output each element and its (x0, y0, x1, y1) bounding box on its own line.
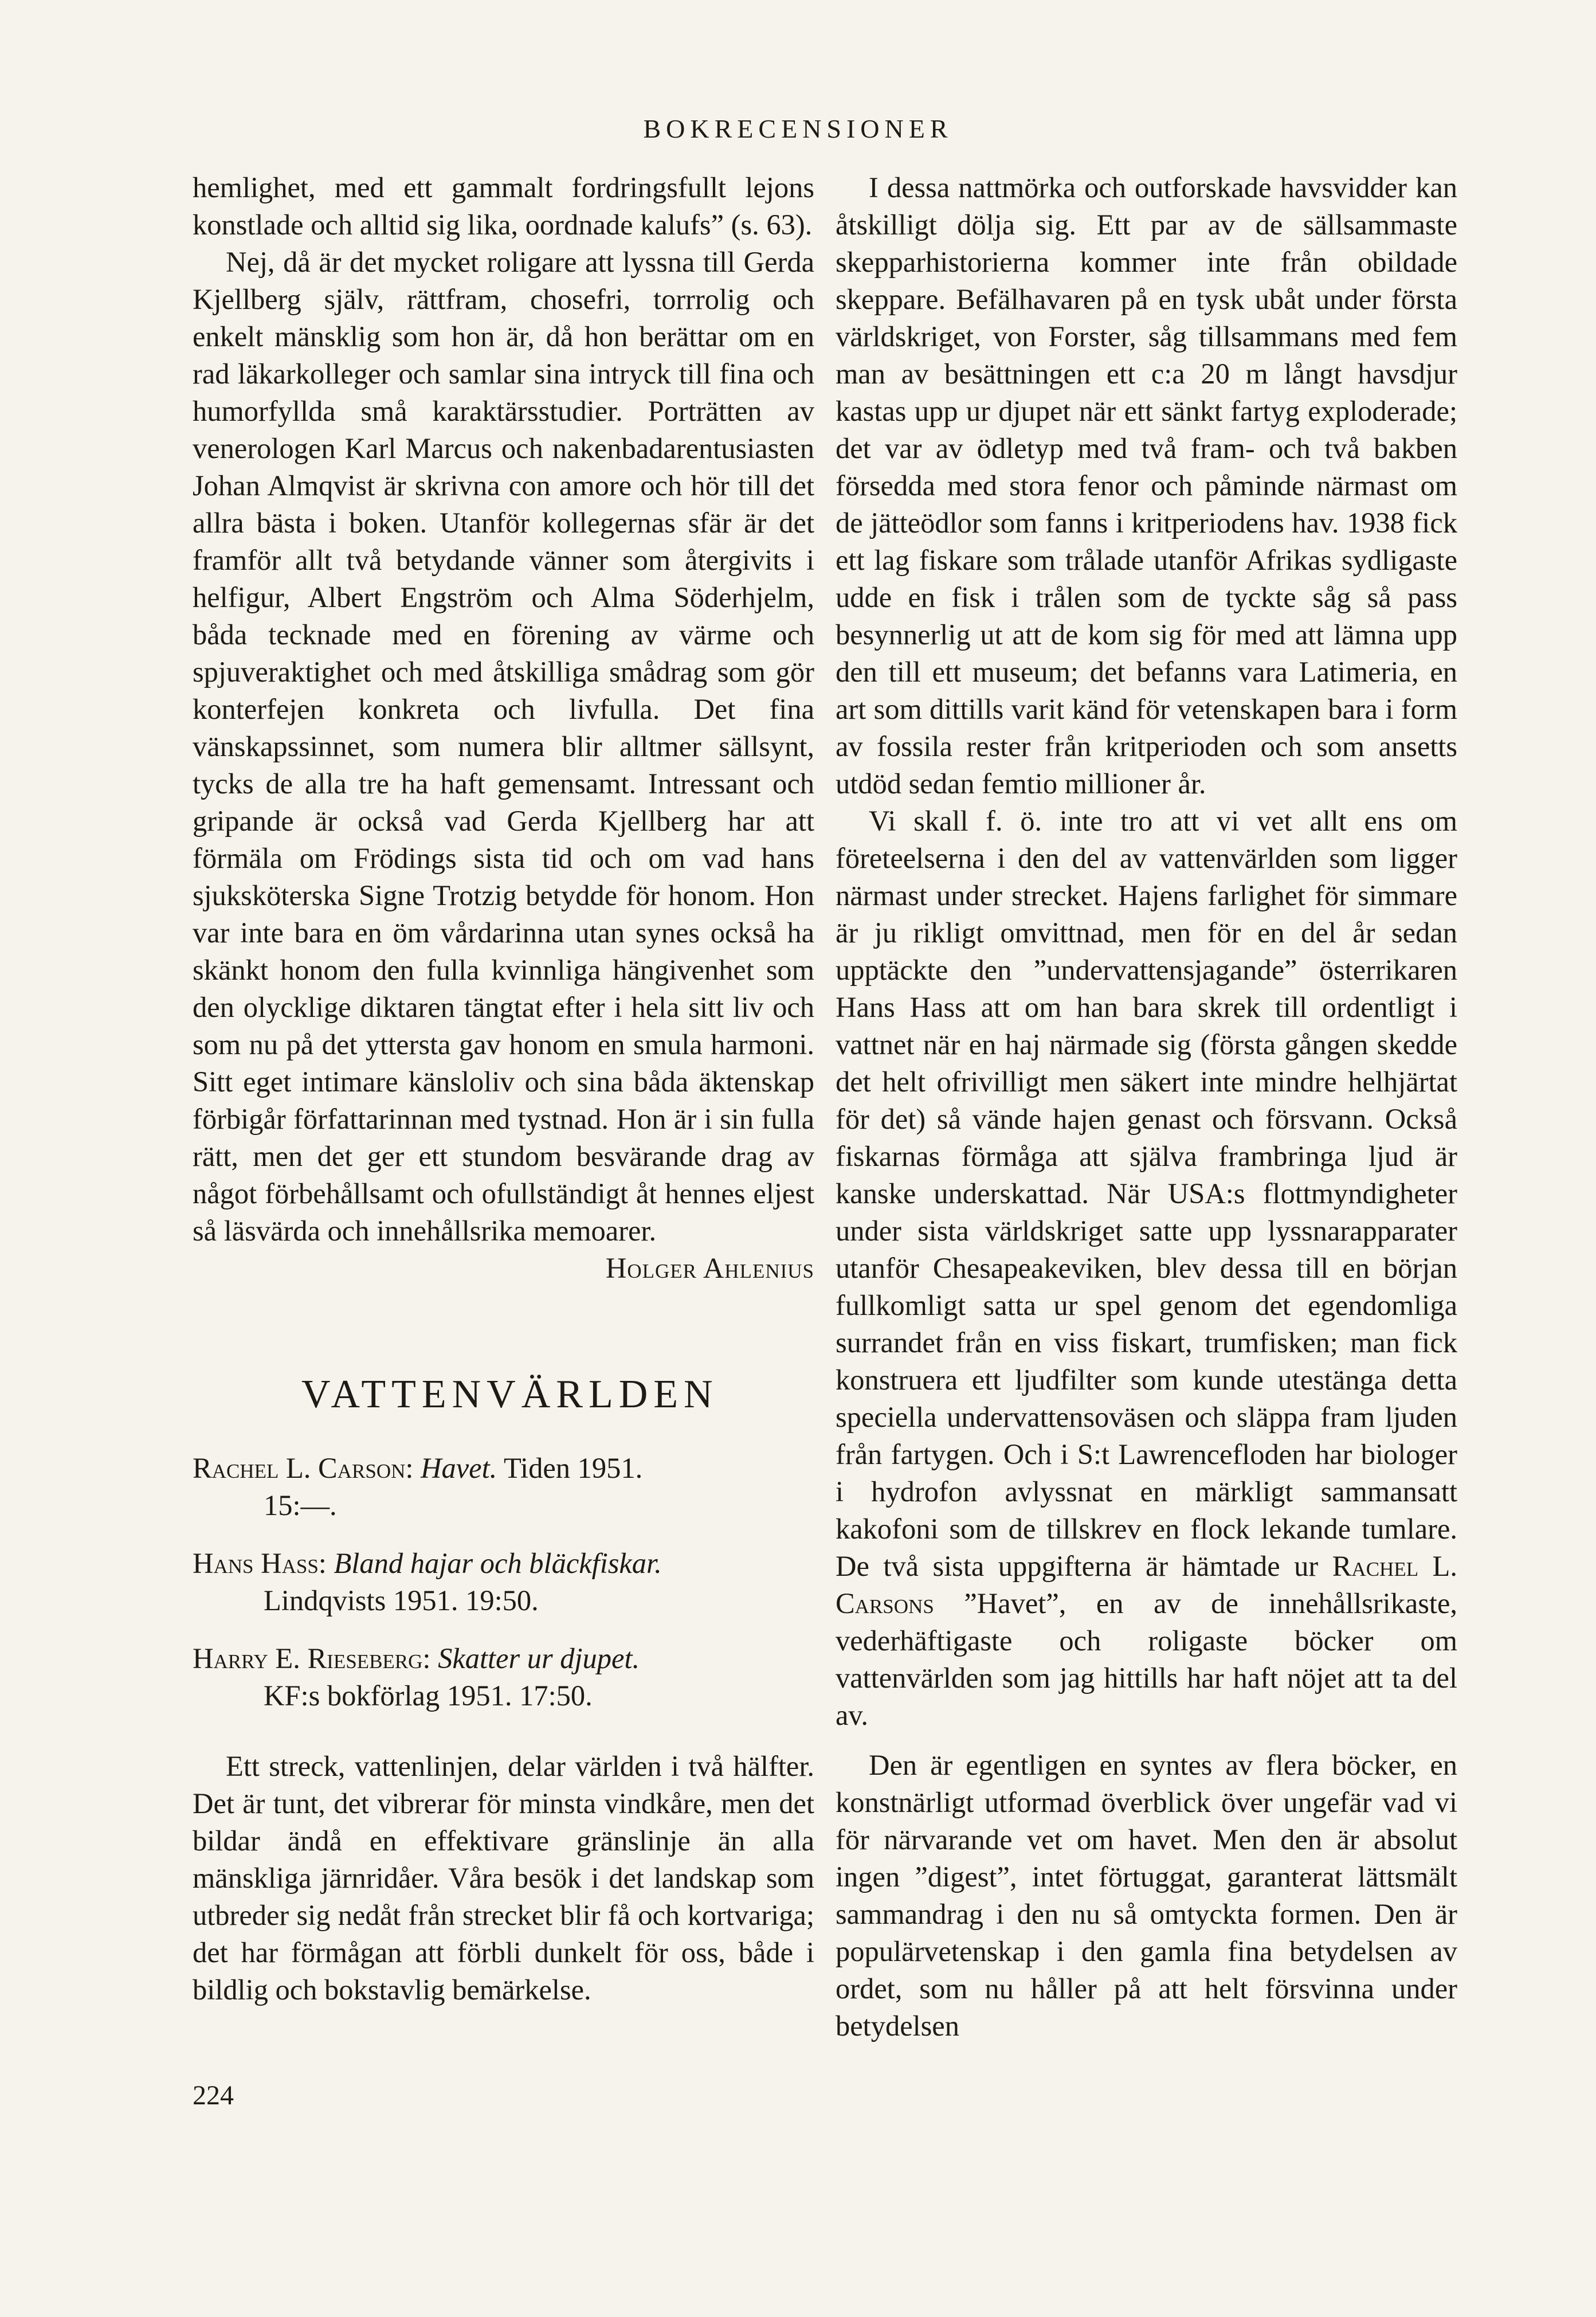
section-title: VATTENVÄRLDEN (301, 1372, 719, 1416)
book-reference: Rachel L. Carson: Havet. Tiden 1951. 15:—. (193, 1450, 814, 1524)
running-head: BOKRECENSIONER (643, 114, 953, 143)
ref-author: Hans Hass (193, 1547, 319, 1579)
right-column (836, 169, 1457, 2045)
ref-publisher: Lindqvists 1951. 19:50. (264, 1584, 539, 1617)
ref-author: Rachel L. Carson (193, 1452, 406, 1484)
ref-publisher: KF:s bokförlag 1951. 17:50. (264, 1680, 593, 1712)
paragraph: Nej, då är det mycket roligare att lyssna till Gerda Kjellberg själv, rättfram, chosefri, torrrolig och enkelt mänsklig som hon är, då hon berättar om en rad läkarkolleger och samlar sina intryck till fina och humorfyllda små karaktärsstudier. Porträtten av venerologen Karl Marcus och nakenbadarentusiasten Johan Almqvist är skrivna con amore och hör till det allra bästa i boken. Utanför kollegernas sfär är det framför allt två betydande vänner som återgivits i helfigur, Albert Engström och Alma Söderhjelm, båda tecknade med en förening av värme och spjuveraktighet och med åtskilliga smådrag som gör konterfejen konkreta och livfulla. Det fina vänskapssinnet, som numera blir alltmer sällsynt, tycks de alla tre ha haft gemensamt. Intressant och gripande är också vad Gerda Kjellberg har att förmäla om Frödings sista tid och om vad hans sjuksköterska Signe Trotzig betydde för honom. Hon var inte bara en öm vårdarinna utan synes också ha skänkt honom den fulla kvinnliga hängivenhet som den olycklige diktaren tängtat efter i hela sitt liv och som nu på det yttersta gav honom en smula harmoni. Sitt eget intimare känsloliv och sina båda äktenskap förbigår författarinnan med tystnad. Hon är i sin fulla rätt, men det ger ett stundom besvärande drag av något förbehållsamt och ofullständigt åt hennes eljest så läsvärda och innehållsrika memoarer. (193, 246, 814, 1247)
paragraph: Ett streck, vattenlinjen, delar världen i två hälfter. Det är tunt, det vibrerar för minsta vindkåre, men det bildar ändå en effektivare gränslinje än alla mänskliga järnridåer. Våra besök i det landskap som utbreder sig nedåt från strecket blir få och kortvariga; det har förmågan att förbli dunkelt för oss, både i bildlig och bokstavlig bemärkelse. (193, 1750, 814, 2006)
author-reference: Rachel L. Carsons (836, 1550, 1458, 1619)
review-signature: Holger Ahlenius (605, 1252, 814, 1284)
paragraph: hemlighet, med ett gammalt fordringsfullt lejons konstlade och alltid sig lika, oordnade kalufs” (s. 63). (193, 171, 814, 241)
ref-title: Bland hajar och bläckfiskar. (334, 1547, 662, 1579)
page-number: 224 (193, 2080, 234, 2111)
ref-publisher: Tiden 1951. (503, 1452, 643, 1484)
ref-author: Harry E. Rieseberg (193, 1642, 423, 1674)
paragraph: I dessa nattmörka och outforskade havsvidder kan åtskilligt dölja sig. Ett par av de sällsammaste skepparhistorierna kommer inte från obildade skeppare. Befälhavaren på en tysk ubåt under första världskriget, von Forster, såg tillsammans med fem man av besättningen ett c:a 20 m långt havsdjur kastas upp ur djupet när ett sänkt fartyg exploderade; det var av ödletyp med två fram- och två bakben försedda med stora fenor och påminde närmast om de jätteödlor som fanns i kritperiodens hav. 1938 fick ett lag fiskare som trålade utanför Afrikas sydligaste udde en fisk i trålen som de tyckte såg så pass besynnerlig ut att de kom sig för med att lämna upp den till ett museum; det befanns vara Latimeria, en art som dittills varit känd för vetenskapen bara i form av fossila rester från kritperioden och som ansetts utdöd sedan femtio millioner år. (836, 171, 1457, 800)
ref-price: 15:—. (264, 1489, 337, 1521)
paragraph-text: ”Havet”, en av de innehållsrikaste, vederhäftigaste och roligaste böcker om vattenvärlden som jag hittills har haft nöjet att ta del av. (836, 1587, 1457, 1731)
paragraph-text: Vi skall f. ö. inte tro att vi vet allt ens om företeelserna i den del av vattenvärlden som ligger närmast under strecket. Hajens farlighet för simmare är ju rikligt omvittnad, men för en del år sedan upptäckte den ”undervattensjagande” österrikaren Hans Hass att om han bara skrek till ordentligt i vattnet när en haj närmade sig (första gången skedde det helt ofrivilligt men säkert inte mindre helhjärtat för det) så vände hajen genast och försvann. Också fiskarnas förmåga att själva frambringa ljud är kanske underskattad. När USA:s flottmyndigheter under sista världskriget satte upp lyssnarapparater utanför Chesapeakeviken, blev dessa till en början fullkomligt satta ur spel genom det egendomliga surrandet från en viss fiskart, trumfisken; man fick konstruera ett ljudfilter som kunde utestänga detta speciella undervattensoväsen och släppa fram ljuden från fartygen. Och i S:t Lawrencefloden har biologer i hydrofon avlyssnat en märkligt sammansatt kakofoni som de tillskrev en flock lekande tumlare. De två sista uppgifterna är hämtade ur (836, 805, 1457, 1582)
paragraph: Den är egentligen en syntes av flera böcker, en konstnärligt utformad överblick över ungefär vad vi för närvarande vet om havet. Men den är absolut ingen ”digest”, intet förtuggat, garanterat lättsmält sammandrag i den nu så omtyckta formen. Den är populärvetenskap i den gamla fina betydelsen av ordet, som nu håller på att helt försvinna under betydelsen (836, 1749, 1457, 2042)
book-reference: Hans Hass: Bland hajar och bläckfiskar. Lindqvists 1951. 19:50. (193, 1545, 814, 1619)
ref-title: Skatter ur djupet. (438, 1642, 640, 1674)
left-column (193, 169, 814, 2009)
paragraph (836, 803, 1457, 1734)
book-reference: Harry E. Rieseberg: Skatter ur djupet. KF:s bokförlag 1951. 17:50. (193, 1640, 814, 1715)
ref-title: Havet. (421, 1452, 497, 1484)
